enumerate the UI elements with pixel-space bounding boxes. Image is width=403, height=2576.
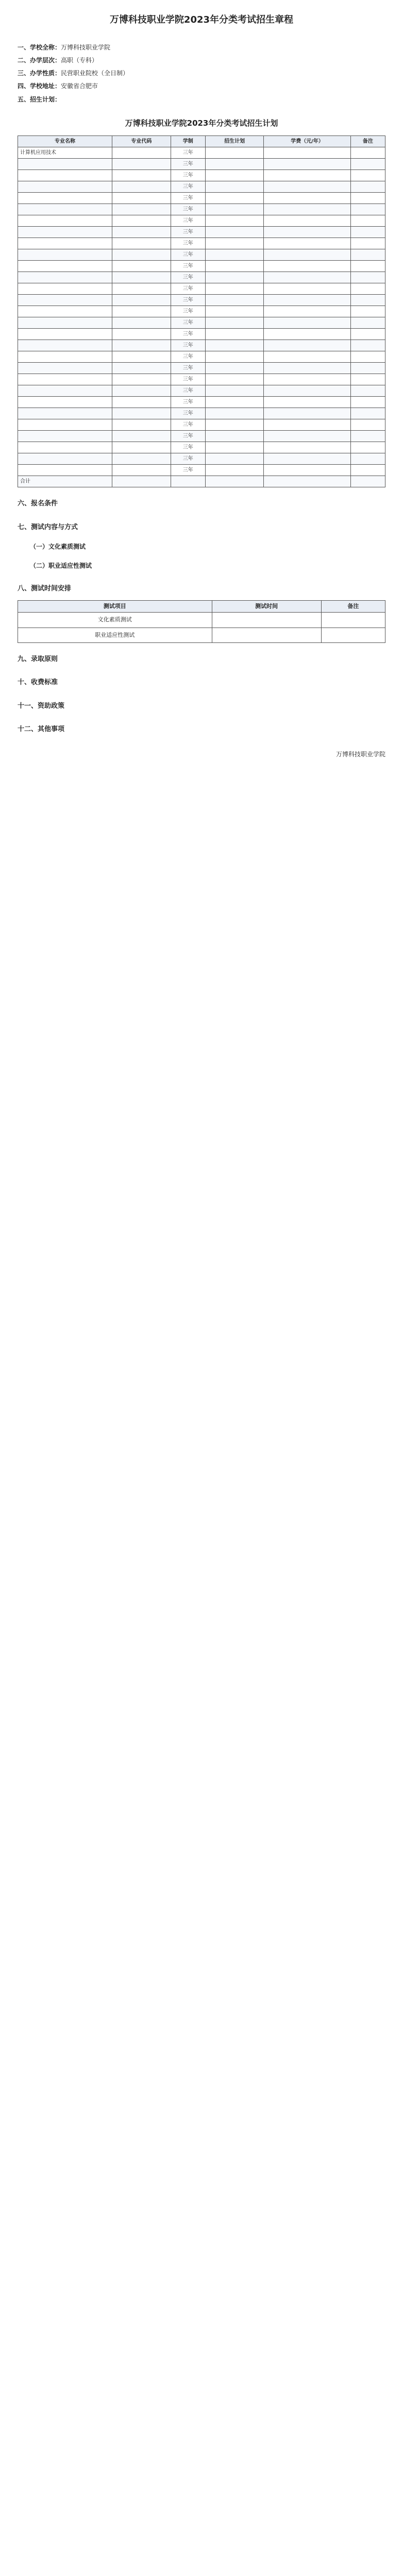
- school-info-item: [18, 93, 385, 106]
- school-info-value: 万博科技职业学院: [61, 43, 111, 51]
- plan-table-row: [18, 295, 385, 306]
- plan-table-cell: 三年: [171, 453, 205, 465]
- plan-table-cell: [205, 249, 264, 261]
- plan-table-cell: [18, 306, 112, 317]
- plan-table-row: [18, 249, 385, 261]
- plan-table-cell: [350, 272, 385, 283]
- school-info-value: 安徽省合肥市: [61, 82, 98, 90]
- plan-table-cell: [112, 363, 171, 374]
- plan-table-cell: [18, 465, 112, 476]
- plan-table-cell: 三年: [171, 295, 205, 306]
- plan-table-cell: [205, 431, 264, 442]
- plan-table-cell: 合计: [18, 476, 112, 487]
- footer-org: 万博科技职业学院: [335, 751, 385, 758]
- plan-table-cell: [112, 408, 171, 419]
- plan-table-cell: [112, 193, 171, 204]
- plan-table-cell: 三年: [171, 227, 205, 238]
- plan-table-cell: [350, 374, 385, 385]
- plan-table-cell: [112, 453, 171, 465]
- section-heading: 十一、资助政策: [18, 702, 65, 710]
- plan-table-row: [18, 204, 385, 215]
- plan-table-cell: [264, 238, 350, 249]
- section-heading: 八、测试时间安排: [18, 585, 72, 593]
- plan-table-cell: [350, 465, 385, 476]
- plan-table-cell: [112, 431, 171, 442]
- plan-table-cell: [18, 340, 112, 351]
- section-heading: 十二、其他事项: [18, 725, 65, 733]
- plan-table-cell: [112, 419, 171, 431]
- plan-table-cell: [18, 363, 112, 374]
- plan-table-cell: [264, 193, 350, 204]
- subsection-heading: （一）文化素质测试: [30, 543, 86, 550]
- plan-table-cell: [350, 340, 385, 351]
- plan-table-cell: [205, 181, 264, 193]
- plan-table-cell: [112, 147, 171, 159]
- schedule-col-header: 测试项目: [18, 600, 212, 613]
- plan-table-cell: [205, 476, 264, 487]
- plan-table-cell: [350, 431, 385, 442]
- plan-table-cell: [264, 147, 350, 159]
- school-info-value: 高职（专科）: [61, 56, 98, 64]
- plan-table-header-row: [18, 136, 385, 147]
- plan-table-cell: [112, 329, 171, 340]
- plan-table-cell: [18, 385, 112, 397]
- plan-table-cell: [264, 419, 350, 431]
- plan-table-cell: [350, 261, 385, 272]
- plan-table-row: [18, 283, 385, 295]
- plan-table-cell: [18, 170, 112, 181]
- plan-table-cell: [264, 181, 350, 193]
- plan-table-row: [18, 442, 385, 453]
- plan-table-cell: 三年: [171, 249, 205, 261]
- plan-table-cell: [205, 465, 264, 476]
- plan-table-cell: [112, 351, 171, 363]
- plan-table-cell: [205, 272, 264, 283]
- plan-table-cell: [205, 215, 264, 227]
- plan-table-cell: [264, 283, 350, 295]
- plan-table-cell: [264, 329, 350, 340]
- plan-table-cell: 三年: [171, 385, 205, 397]
- plan-table-cell: [350, 215, 385, 227]
- plan-table-cell: [264, 340, 350, 351]
- plan-table-row: [18, 170, 385, 181]
- plan-table-cell: 三年: [171, 204, 205, 215]
- policy-sections-continued: [18, 652, 385, 736]
- schedule-col-header: 备注: [321, 600, 385, 613]
- plan-table-cell: [205, 159, 264, 170]
- plan-table-row: [18, 351, 385, 363]
- plan-table-cell: [205, 363, 264, 374]
- plan-table-cell: [112, 295, 171, 306]
- plan-table-cell: [18, 408, 112, 419]
- plan-table-cell: 三年: [171, 261, 205, 272]
- plan-table-cell: [18, 397, 112, 408]
- plan-table-cell: 三年: [171, 170, 205, 181]
- plan-table-cell: [264, 408, 350, 419]
- plan-table-cell: [18, 227, 112, 238]
- plan-table-row: [18, 215, 385, 227]
- plan-table-row: [18, 419, 385, 431]
- school-info-item: [18, 80, 385, 93]
- plan-table-cell: [205, 374, 264, 385]
- plan-table-cell: [350, 204, 385, 215]
- plan-table-cell: [205, 261, 264, 272]
- plan-table-cell: [264, 442, 350, 453]
- plan-table-row: [18, 238, 385, 249]
- plan-table-cell: [205, 453, 264, 465]
- plan-table-cell: [350, 147, 385, 159]
- plan-table-cell: [18, 329, 112, 340]
- plan-table-cell: [205, 397, 264, 408]
- plan-table-row: [18, 317, 385, 329]
- schedule-table-cell: [321, 613, 385, 628]
- plan-table-cell: [112, 465, 171, 476]
- plan-table-cell: [18, 431, 112, 442]
- plan-table-cell: [350, 476, 385, 487]
- plan-table-cell: [264, 363, 350, 374]
- plan-table-cell: 三年: [171, 238, 205, 249]
- plan-table-cell: [264, 476, 350, 487]
- plan-table-cell: [264, 465, 350, 476]
- section-heading: 九、录取原则: [18, 655, 58, 663]
- plan-table-cell: [264, 431, 350, 442]
- plan-table-cell: [350, 295, 385, 306]
- plan-table-row: [18, 261, 385, 272]
- subsection-heading: （二）职业适应性测试: [30, 562, 92, 570]
- plan-table-cell: 三年: [171, 181, 205, 193]
- plan-table-cell: [18, 351, 112, 363]
- plan-table-cell: [264, 317, 350, 329]
- document-title: 万博科技职业学院2023年分类考试招生章程: [109, 14, 294, 25]
- plan-table-cell: 三年: [171, 317, 205, 329]
- plan-table-cell: [112, 317, 171, 329]
- plan-table-cell: [264, 215, 350, 227]
- plan-table-cell: [18, 419, 112, 431]
- plan-table-cell: [264, 374, 350, 385]
- school-info-item: [18, 54, 385, 67]
- plan-table-row: [18, 340, 385, 351]
- plan-table-cell: [264, 204, 350, 215]
- plan-table-cell: [205, 317, 264, 329]
- plan-table-cell: [112, 442, 171, 453]
- plan-table-cell: [18, 204, 112, 215]
- school-info-value: 民营职业院校（全日制）: [61, 70, 129, 77]
- plan-table-cell: [264, 261, 350, 272]
- plan-table-cell: 三年: [171, 272, 205, 283]
- plan-table-cell: [350, 193, 385, 204]
- plan-table-cell: [205, 147, 264, 159]
- plan-table-cell: [350, 329, 385, 340]
- plan-table-cell: [264, 385, 350, 397]
- plan-table-cell: [205, 283, 264, 295]
- plan-table-cell: 三年: [171, 363, 205, 374]
- plan-table-cell: 三年: [171, 329, 205, 340]
- plan-table-cell: [350, 159, 385, 170]
- plan-table-cell: [112, 385, 171, 397]
- plan-table-cell: [112, 397, 171, 408]
- plan-table-cell: [112, 272, 171, 283]
- plan-table-cell: [18, 442, 112, 453]
- plan-table-cell: [18, 159, 112, 170]
- plan-table-cell: 三年: [171, 159, 205, 170]
- plan-table-cell: [205, 170, 264, 181]
- schedule-table-row: [18, 628, 385, 643]
- plan-table-cell: [264, 227, 350, 238]
- plan-table-cell: [112, 340, 171, 351]
- plan-table-cell: [205, 306, 264, 317]
- plan-table-cell: [205, 385, 264, 397]
- plan-table-cell: [350, 227, 385, 238]
- plan-table-row: [18, 374, 385, 385]
- school-info-item: [18, 67, 385, 80]
- section-heading: 七、测试内容与方式: [18, 523, 78, 531]
- schedule-table-row: [18, 613, 385, 628]
- plan-table-cell: [18, 238, 112, 249]
- plan-table-cell: [18, 317, 112, 329]
- plan-table-cell: [205, 193, 264, 204]
- plan-table-cell: [112, 238, 171, 249]
- schedule-table-cell: [321, 628, 385, 643]
- section-heading: 六、报名条件: [18, 500, 58, 508]
- plan-table-cell: [205, 340, 264, 351]
- plan-table-row: [18, 476, 385, 487]
- plan-table-cell: [205, 442, 264, 453]
- schedule-table-cell: 文化素质测试: [18, 613, 212, 628]
- plan-table-cell: [350, 453, 385, 465]
- plan-table-cell: [18, 374, 112, 385]
- plan-table-cell: 三年: [171, 306, 205, 317]
- plan-table-cell: [350, 397, 385, 408]
- plan-table-row: [18, 159, 385, 170]
- plan-table-cell: [205, 329, 264, 340]
- plan-table-cell: [112, 249, 171, 261]
- plan-table-cell: [18, 261, 112, 272]
- test-schedule-table: [18, 600, 385, 643]
- schedule-table-header-row: [18, 600, 385, 613]
- plan-table-cell: [18, 181, 112, 193]
- plan-table-cell: [350, 283, 385, 295]
- plan-table-cell: 三年: [171, 431, 205, 442]
- policy-sections: [18, 497, 385, 596]
- plan-table-title: 万博科技职业学院2023年分类考试招生计划: [125, 118, 278, 128]
- schedule-table-cell: [212, 613, 321, 628]
- plan-table-cell: 三年: [171, 397, 205, 408]
- plan-table-cell: 三年: [171, 283, 205, 295]
- plan-table-cell: 三年: [171, 465, 205, 476]
- plan-table-cell: [350, 419, 385, 431]
- plan-col-header: 招生计划: [205, 136, 264, 147]
- plan-table-cell: [205, 419, 264, 431]
- plan-table-row: [18, 385, 385, 397]
- plan-col-header: 专业名称: [18, 136, 112, 147]
- plan-table-cell: [18, 283, 112, 295]
- plan-table-cell: [112, 170, 171, 181]
- plan-table-cell: [205, 227, 264, 238]
- plan-table-cell: [350, 170, 385, 181]
- document-footer: [18, 749, 385, 760]
- plan-table-cell: [264, 272, 350, 283]
- plan-table-cell: [264, 306, 350, 317]
- plan-table-cell: [205, 295, 264, 306]
- plan-table-cell: [112, 181, 171, 193]
- plan-table-cell: [112, 215, 171, 227]
- enrollment-plan-table: [18, 135, 385, 487]
- plan-table-cell: [112, 283, 171, 295]
- plan-table-cell: [18, 193, 112, 204]
- plan-table-cell: [205, 238, 264, 249]
- plan-table-row: [18, 465, 385, 476]
- plan-col-header: 备注: [350, 136, 385, 147]
- school-info-key: 一、学校全称：: [18, 43, 61, 51]
- plan-table-cell: [264, 249, 350, 261]
- plan-table-cell: [18, 453, 112, 465]
- plan-table-cell: [112, 261, 171, 272]
- plan-table-row: [18, 147, 385, 159]
- plan-col-header: 专业代码: [112, 136, 171, 147]
- section-heading: 十、收费标准: [18, 679, 58, 687]
- plan-table-cell: [350, 249, 385, 261]
- plan-table-row: [18, 408, 385, 419]
- schedule-col-header: 测试时间: [212, 600, 321, 613]
- plan-table-row: [18, 397, 385, 408]
- plan-table-row: [18, 431, 385, 442]
- plan-table-cell: [18, 215, 112, 227]
- plan-table-cell: [112, 204, 171, 215]
- school-info-item: [18, 41, 385, 54]
- plan-table-row: [18, 453, 385, 465]
- plan-table-cell: [350, 442, 385, 453]
- plan-table-row: [18, 306, 385, 317]
- plan-table-cell: [18, 249, 112, 261]
- school-info-key: 五、招生计划：: [18, 95, 61, 103]
- plan-table-cell: [350, 181, 385, 193]
- plan-table-cell: [264, 397, 350, 408]
- plan-table-cell: [205, 351, 264, 363]
- plan-table-cell: 三年: [171, 442, 205, 453]
- plan-table-cell: 三年: [171, 340, 205, 351]
- plan-table-cell: 三年: [171, 351, 205, 363]
- plan-table-cell: [171, 476, 205, 487]
- plan-table-cell: [350, 385, 385, 397]
- plan-table-cell: [264, 159, 350, 170]
- plan-table-row: [18, 227, 385, 238]
- schedule-table-cell: [212, 628, 321, 643]
- plan-table-cell: [112, 306, 171, 317]
- plan-table-cell: [205, 408, 264, 419]
- plan-table-cell: [350, 408, 385, 419]
- plan-table-cell: 计算机应用技术: [18, 147, 112, 159]
- plan-table-cell: [18, 272, 112, 283]
- plan-table-cell: 三年: [171, 408, 205, 419]
- plan-table-cell: [112, 159, 171, 170]
- plan-col-header: 学费（元/年）: [264, 136, 350, 147]
- schedule-table-cell: 职业适应性测试: [18, 628, 212, 643]
- plan-table-cell: [350, 317, 385, 329]
- plan-table-cell: [264, 295, 350, 306]
- plan-table-cell: [264, 351, 350, 363]
- plan-table-cell: 三年: [171, 193, 205, 204]
- plan-table-cell: 三年: [171, 419, 205, 431]
- plan-table-row: [18, 193, 385, 204]
- plan-table-row: [18, 363, 385, 374]
- school-info-key: 三、办学性质：: [18, 70, 61, 77]
- school-info-list: [18, 41, 385, 106]
- plan-table-cell: [350, 363, 385, 374]
- plan-table-cell: 三年: [171, 147, 205, 159]
- plan-col-header: 学制: [171, 136, 205, 147]
- plan-table-row: [18, 181, 385, 193]
- plan-table-cell: [112, 227, 171, 238]
- plan-table-cell: [264, 453, 350, 465]
- plan-table-cell: [350, 238, 385, 249]
- plan-table-cell: [205, 204, 264, 215]
- school-info-key: 二、办学层次：: [18, 56, 61, 64]
- plan-table-cell: [18, 295, 112, 306]
- plan-table-cell: 三年: [171, 215, 205, 227]
- plan-table-cell: [112, 476, 171, 487]
- plan-table-cell: 三年: [171, 374, 205, 385]
- plan-table-row: [18, 329, 385, 340]
- plan-table-cell: [112, 374, 171, 385]
- plan-table-row: [18, 272, 385, 283]
- school-info-key: 四、学校地址：: [18, 82, 61, 90]
- plan-table-cell: [264, 170, 350, 181]
- plan-table-cell: [350, 351, 385, 363]
- plan-table-cell: [350, 306, 385, 317]
